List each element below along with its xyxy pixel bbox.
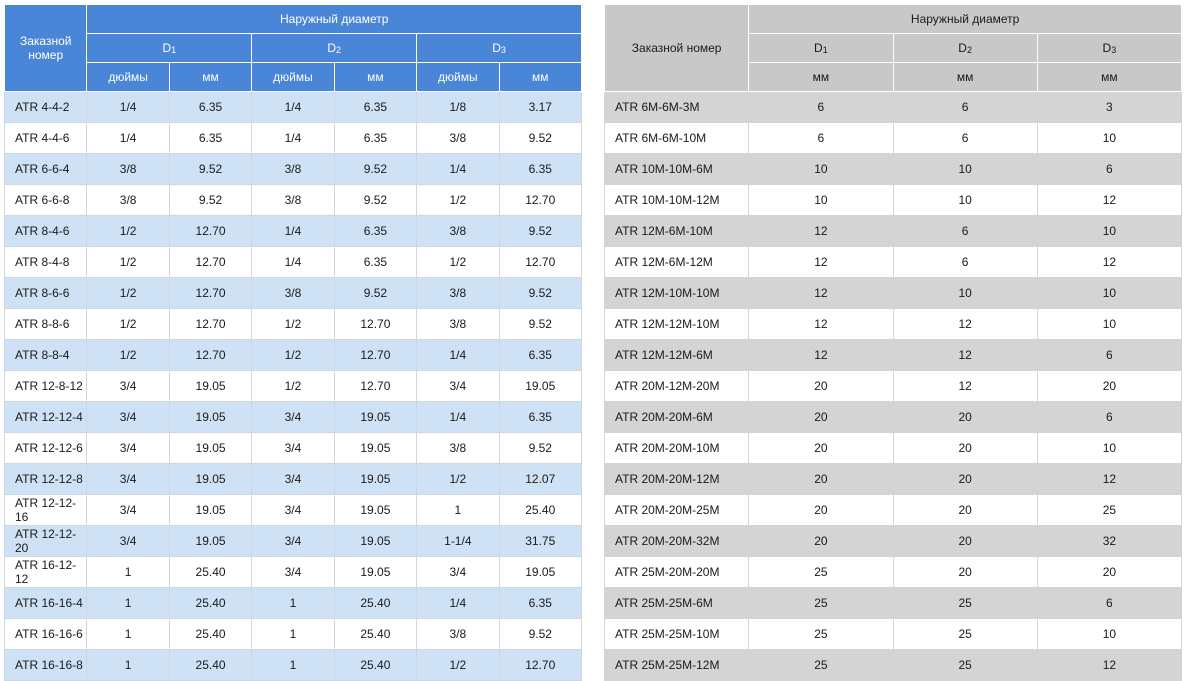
table-row: [605, 526, 1182, 557]
cell-value: 25.40: [169, 619, 251, 650]
header-unit-d1-mm: мм: [749, 63, 893, 92]
cell-value: 12: [749, 247, 893, 278]
metric-table-container: [604, 4, 1182, 681]
cell-value: 6: [1037, 402, 1181, 433]
cell-order-number: ATR 12-12-16: [5, 495, 87, 526]
table-row: [605, 619, 1182, 650]
imperial-table: [4, 4, 582, 681]
cell-value: 3/4: [252, 433, 334, 464]
cell-value: 9.52: [499, 619, 581, 650]
cell-value: 20: [893, 495, 1037, 526]
table-row: [605, 309, 1182, 340]
cell-value: 20: [749, 464, 893, 495]
cell-value: 32: [1037, 526, 1181, 557]
header-d2: [252, 34, 417, 63]
cell-value: 1/2: [417, 185, 499, 216]
cell-value: 3/8: [417, 216, 499, 247]
d3-sub: 3: [1111, 45, 1117, 55]
d1-sub: 1: [822, 45, 828, 55]
cell-value: 1/4: [417, 154, 499, 185]
cell-value: 1: [252, 619, 334, 650]
cell-value: 12.70: [169, 247, 251, 278]
cell-value: 10: [893, 185, 1037, 216]
cell-order-number: ATR 6M-6M-3M: [605, 92, 749, 123]
cell-value: 3/8: [87, 154, 169, 185]
cell-value: 10: [1037, 278, 1181, 309]
cell-value: 25: [749, 588, 893, 619]
table-row: [5, 433, 582, 464]
table-row: [605, 433, 1182, 464]
cell-value: 6.35: [499, 340, 581, 371]
cell-value: 12.70: [499, 650, 581, 681]
cell-order-number: ATR 8-4-6: [5, 216, 87, 247]
cell-order-number: ATR 12-12-8: [5, 464, 87, 495]
table-row: [605, 402, 1182, 433]
cell-value: 20: [893, 433, 1037, 464]
d3-sub: 3: [500, 45, 506, 55]
table-row: [5, 340, 582, 371]
header-unit-d1-mm: мм: [169, 63, 251, 92]
table-row: [5, 619, 582, 650]
cell-value: 12: [749, 309, 893, 340]
table-row: [605, 216, 1182, 247]
cell-order-number: ATR 4-4-6: [5, 123, 87, 154]
cell-value: 3/4: [87, 402, 169, 433]
cell-value: 1: [417, 495, 499, 526]
cell-value: 19.05: [334, 557, 416, 588]
cell-order-number: ATR 20M-20M-10M: [605, 433, 749, 464]
cell-value: 25: [893, 619, 1037, 650]
cell-value: 19.05: [499, 557, 581, 588]
cell-value: 9.52: [499, 433, 581, 464]
cell-value: 1/2: [252, 309, 334, 340]
cell-value: 19.05: [499, 371, 581, 402]
cell-value: 1/4: [417, 588, 499, 619]
cell-value: 10: [893, 278, 1037, 309]
cell-value: 9.52: [334, 154, 416, 185]
cell-value: 25.40: [334, 650, 416, 681]
cell-value: 6: [893, 247, 1037, 278]
header-d3: [417, 34, 582, 63]
cell-order-number: ATR 8-6-6: [5, 278, 87, 309]
cell-value: 9.52: [499, 278, 581, 309]
cell-value: 3/4: [87, 464, 169, 495]
cell-value: 6: [749, 92, 893, 123]
cell-value: 1/2: [417, 650, 499, 681]
cell-order-number: ATR 12M-6M-10M: [605, 216, 749, 247]
table-row: [5, 402, 582, 433]
header-d3: [1037, 34, 1181, 63]
cell-value: 25: [1037, 495, 1181, 526]
cell-value: 3/4: [252, 557, 334, 588]
cell-order-number: ATR 16-16-4: [5, 588, 87, 619]
cell-value: 25.40: [169, 557, 251, 588]
cell-value: 12.70: [499, 247, 581, 278]
cell-value: 12.70: [499, 185, 581, 216]
cell-value: 1/4: [252, 247, 334, 278]
cell-value: 6: [749, 123, 893, 154]
cell-value: 25.40: [334, 588, 416, 619]
cell-value: 20: [749, 433, 893, 464]
header-unit-d2-mm: мм: [893, 63, 1037, 92]
cell-value: 1/4: [87, 92, 169, 123]
cell-value: 1/2: [87, 278, 169, 309]
cell-value: 1/2: [87, 247, 169, 278]
cell-order-number: ATR 20M-12M-20M: [605, 371, 749, 402]
cell-value: 6: [893, 216, 1037, 247]
cell-order-number: ATR 12-12-20: [5, 526, 87, 557]
cell-value: 1/2: [417, 247, 499, 278]
header-row-1: [5, 5, 582, 34]
cell-value: 20: [893, 526, 1037, 557]
d1-label: D: [162, 41, 172, 55]
cell-value: 12: [893, 340, 1037, 371]
table-row: [605, 557, 1182, 588]
cell-value: 31.75: [499, 526, 581, 557]
table-row: [5, 154, 582, 185]
table-row: [5, 588, 582, 619]
cell-order-number: ATR 12M-12M-10M: [605, 309, 749, 340]
cell-value: 12: [893, 371, 1037, 402]
cell-value: 9.52: [169, 185, 251, 216]
header-row-3: [5, 63, 582, 92]
cell-value: 20: [893, 464, 1037, 495]
cell-value: 6.35: [499, 588, 581, 619]
header-d1: [749, 34, 893, 63]
cell-value: 3/4: [87, 433, 169, 464]
table-row: [5, 526, 582, 557]
cell-value: 20: [749, 495, 893, 526]
cell-value: 1: [87, 588, 169, 619]
cell-value: 3/8: [252, 185, 334, 216]
cell-value: 6.35: [499, 402, 581, 433]
cell-value: 19.05: [334, 402, 416, 433]
cell-value: 20: [1037, 557, 1181, 588]
cell-value: 25.40: [499, 495, 581, 526]
cell-value: 6.35: [169, 123, 251, 154]
cell-value: 12: [749, 216, 893, 247]
cell-value: 3/4: [87, 526, 169, 557]
cell-value: 1: [87, 650, 169, 681]
header-row-2: [5, 34, 582, 63]
cell-order-number: ATR 12M-12M-6M: [605, 340, 749, 371]
cell-order-number: ATR 20M-20M-25M: [605, 495, 749, 526]
header-unit-d3-mm: мм: [1037, 63, 1181, 92]
table-row: [605, 340, 1182, 371]
cell-order-number: ATR 25M-25M-10M: [605, 619, 749, 650]
cell-order-number: ATR 6-6-4: [5, 154, 87, 185]
metric-table-head: [605, 5, 1182, 92]
cell-value: 25: [749, 619, 893, 650]
cell-value: 3.17: [499, 92, 581, 123]
cell-order-number: ATR 10M-10M-6M: [605, 154, 749, 185]
cell-value: 10: [1037, 619, 1181, 650]
cell-value: 25: [749, 650, 893, 681]
cell-value: 12.07: [499, 464, 581, 495]
cell-value: 12: [1037, 185, 1181, 216]
cell-value: 12: [1037, 464, 1181, 495]
table-row: [605, 278, 1182, 309]
cell-value: 12.70: [334, 309, 416, 340]
cell-value: 1/2: [417, 464, 499, 495]
cell-order-number: ATR 8-8-6: [5, 309, 87, 340]
cell-value: 9.52: [499, 216, 581, 247]
table-row: [5, 495, 582, 526]
cell-value: 19.05: [169, 526, 251, 557]
cell-value: 20: [749, 371, 893, 402]
imperial-table-head: [5, 5, 582, 92]
cell-order-number: ATR 16-12-12: [5, 557, 87, 588]
cell-value: 6: [1037, 588, 1181, 619]
cell-value: 20: [1037, 371, 1181, 402]
cell-value: 1: [87, 557, 169, 588]
d1-label: D: [814, 41, 823, 55]
cell-value: 19.05: [334, 433, 416, 464]
cell-value: 6.35: [334, 216, 416, 247]
header-unit-d2-inch: дюймы: [252, 63, 334, 92]
cell-value: 3/8: [252, 154, 334, 185]
d2-label: D: [958, 41, 967, 55]
cell-value: 25: [749, 557, 893, 588]
cell-value: 19.05: [334, 526, 416, 557]
cell-value: 1/4: [417, 402, 499, 433]
cell-order-number: ATR 12-8-12: [5, 371, 87, 402]
cell-value: 12: [749, 340, 893, 371]
cell-order-number: ATR 25M-25M-6M: [605, 588, 749, 619]
cell-value: 20: [893, 557, 1037, 588]
metric-table-body: [605, 92, 1182, 681]
header-outer-diameter: Наружный диаметр: [749, 5, 1182, 34]
cell-value: 1/2: [252, 340, 334, 371]
cell-order-number: ATR 6-6-8: [5, 185, 87, 216]
cell-order-number: ATR 16-16-6: [5, 619, 87, 650]
table-row: [5, 371, 582, 402]
cell-value: 6.35: [499, 154, 581, 185]
cell-value: 1/4: [417, 340, 499, 371]
table-row: [605, 495, 1182, 526]
cell-value: 25: [893, 588, 1037, 619]
cell-order-number: ATR 20M-20M-6M: [605, 402, 749, 433]
cell-value: 20: [749, 526, 893, 557]
cell-order-number: ATR 12-12-6: [5, 433, 87, 464]
table-row: [605, 464, 1182, 495]
table-row: [5, 185, 582, 216]
cell-value: 20: [893, 402, 1037, 433]
cell-value: 25.40: [334, 619, 416, 650]
cell-value: 1/8: [417, 92, 499, 123]
header-unit-d1-inch: дюймы: [87, 63, 169, 92]
cell-value: 19.05: [169, 433, 251, 464]
cell-order-number: ATR 6M-6M-10M: [605, 123, 749, 154]
cell-value: 3/8: [417, 278, 499, 309]
cell-value: 9.52: [169, 154, 251, 185]
cell-value: 1/4: [87, 123, 169, 154]
cell-value: 25.40: [169, 650, 251, 681]
cell-order-number: ATR 12M-10M-10M: [605, 278, 749, 309]
cell-value: 19.05: [334, 464, 416, 495]
cell-value: 3/8: [252, 278, 334, 309]
cell-value: 19.05: [169, 371, 251, 402]
header-unit-d2-mm: мм: [334, 63, 416, 92]
cell-value: 10: [1037, 216, 1181, 247]
d3-label: D: [492, 41, 501, 55]
cell-order-number: ATR 20M-20M-12M: [605, 464, 749, 495]
cell-value: 9.52: [499, 123, 581, 154]
cell-value: 10: [749, 154, 893, 185]
cell-value: 1: [252, 650, 334, 681]
table-row: [5, 464, 582, 495]
cell-value: 10: [1037, 123, 1181, 154]
d2-sub: 2: [966, 45, 972, 55]
cell-value: 19.05: [169, 464, 251, 495]
cell-value: 9.52: [334, 185, 416, 216]
imperial-table-container: [4, 4, 582, 681]
cell-value: 3/8: [417, 309, 499, 340]
cell-value: 10: [749, 185, 893, 216]
cell-value: 1/4: [252, 92, 334, 123]
cell-value: 3/4: [252, 464, 334, 495]
cell-order-number: ATR 8-8-4: [5, 340, 87, 371]
table-row: [605, 247, 1182, 278]
cell-order-number: ATR 25M-20M-20M: [605, 557, 749, 588]
cell-value: 1: [87, 619, 169, 650]
cell-order-number: ATR 25M-25M-12M: [605, 650, 749, 681]
cell-value: 6: [893, 92, 1037, 123]
cell-value: 12.70: [169, 340, 251, 371]
cell-value: 1/2: [87, 309, 169, 340]
cell-order-number: ATR 12M-6M-12M: [605, 247, 749, 278]
cell-value: 3/4: [252, 402, 334, 433]
cell-value: 6.35: [334, 123, 416, 154]
cell-value: 1/2: [87, 340, 169, 371]
cell-value: 6: [1037, 154, 1181, 185]
table-row: [5, 247, 582, 278]
cell-value: 10: [1037, 433, 1181, 464]
table-row: [605, 123, 1182, 154]
table-row: [605, 650, 1182, 681]
cell-value: 12.70: [169, 278, 251, 309]
table-row: [605, 371, 1182, 402]
cell-order-number: ATR 4-4-2: [5, 92, 87, 123]
cell-value: 12.70: [169, 309, 251, 340]
table-row: [5, 123, 582, 154]
d2-label: D: [327, 41, 337, 55]
cell-value: 1/4: [252, 216, 334, 247]
cell-value: 25: [893, 650, 1037, 681]
cell-value: 1/2: [252, 371, 334, 402]
cell-value: 3/8: [417, 433, 499, 464]
cell-value: 3: [1037, 92, 1181, 123]
table-row: [605, 92, 1182, 123]
cell-value: 3/4: [87, 495, 169, 526]
cell-value: 12: [1037, 650, 1181, 681]
header-unit-d3-inch: дюймы: [417, 63, 499, 92]
cell-value: 3/4: [252, 526, 334, 557]
metric-table: [604, 4, 1182, 681]
header-d1: [87, 34, 252, 63]
table-row: [605, 588, 1182, 619]
cell-order-number: ATR 8-4-8: [5, 247, 87, 278]
table-row: [5, 557, 582, 588]
header-order-number: Заказной номер: [605, 5, 749, 92]
cell-value: 1: [252, 588, 334, 619]
cell-value: 3/4: [252, 495, 334, 526]
cell-value: 3/4: [417, 557, 499, 588]
cell-value: 20: [749, 402, 893, 433]
cell-value: 12.70: [334, 371, 416, 402]
d1-sub: 1: [171, 45, 177, 55]
d2-sub: 2: [336, 45, 342, 55]
cell-value: 6.35: [334, 92, 416, 123]
imperial-table-body: [5, 92, 582, 681]
cell-value: 3/4: [417, 371, 499, 402]
cell-value: 1/2: [87, 216, 169, 247]
cell-value: 12.70: [334, 340, 416, 371]
cell-value: 10: [1037, 309, 1181, 340]
cell-order-number: ATR 20M-20M-32M: [605, 526, 749, 557]
table-row: [5, 92, 582, 123]
cell-value: 12: [749, 278, 893, 309]
cell-value: 3/8: [417, 619, 499, 650]
cell-value: 1-1/4: [417, 526, 499, 557]
header-row-1: [605, 5, 1182, 34]
header-d2: [893, 34, 1037, 63]
cell-value: 10: [893, 154, 1037, 185]
table-row: [605, 154, 1182, 185]
header-outer-diameter: Наружный диаметр: [87, 5, 582, 34]
table-row: [5, 650, 582, 681]
cell-value: 19.05: [334, 495, 416, 526]
cell-value: 3/4: [87, 371, 169, 402]
d3-label: D: [1102, 41, 1112, 55]
cell-order-number: ATR 12-12-4: [5, 402, 87, 433]
cell-value: 6: [1037, 340, 1181, 371]
cell-value: 12: [1037, 247, 1181, 278]
cell-order-number: ATR 10M-10M-12M: [605, 185, 749, 216]
cell-value: 9.52: [499, 309, 581, 340]
cell-value: 12: [893, 309, 1037, 340]
cell-value: 1/4: [252, 123, 334, 154]
cell-value: 3/8: [417, 123, 499, 154]
cell-order-number: ATR 16-16-8: [5, 650, 87, 681]
cell-value: 25.40: [169, 588, 251, 619]
cell-value: 12.70: [169, 216, 251, 247]
cell-value: 3/8: [87, 185, 169, 216]
cell-value: 6.35: [334, 247, 416, 278]
table-row: [5, 216, 582, 247]
cell-value: 6: [893, 123, 1037, 154]
table-row: [5, 278, 582, 309]
cell-value: 19.05: [169, 402, 251, 433]
table-row: [605, 185, 1182, 216]
header-unit-d3-mm: мм: [499, 63, 581, 92]
cell-value: 6.35: [169, 92, 251, 123]
table-row: [5, 309, 582, 340]
header-order-number: Заказной номер: [5, 5, 87, 92]
cell-value: 9.52: [334, 278, 416, 309]
cell-value: 19.05: [169, 495, 251, 526]
